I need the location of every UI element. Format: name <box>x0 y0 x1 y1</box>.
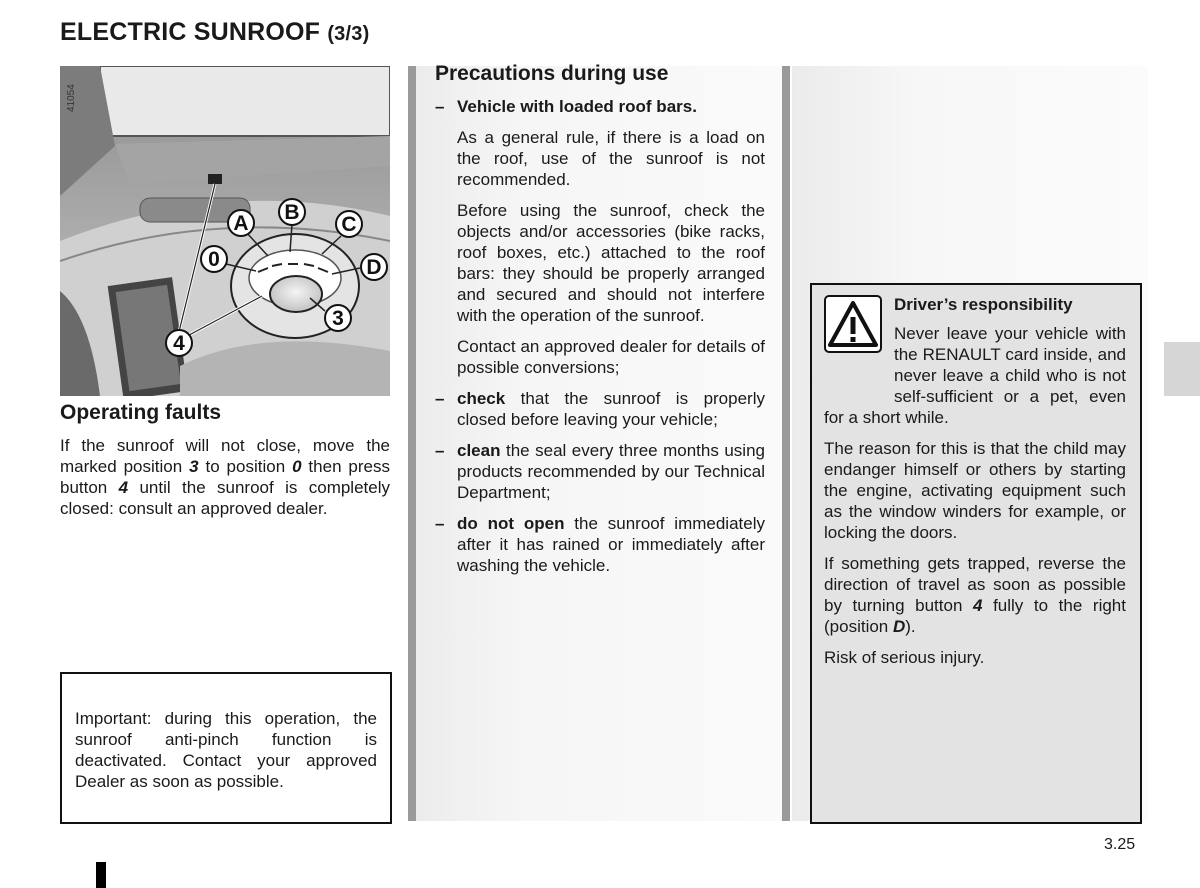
label-4 <box>166 330 192 356</box>
title-part: (3/3) <box>327 23 370 45</box>
warning-heading: Driver’s responsibility <box>894 295 1073 314</box>
list-paragraph: Before using the sunroof, check the objects and/or accessories (bike racks, roof boxes, etc.) attached to the roof bars: they should be properly arranged and secured and should not interfere with the operation of the sunroof. <box>457 201 765 325</box>
drivers-responsibility-box <box>810 283 1142 824</box>
warning-paragraph: Risk of serious injury. <box>824 648 985 667</box>
column-divider-right <box>782 66 790 821</box>
svg-text:D: D <box>366 256 382 279</box>
label-D <box>361 254 387 280</box>
list-item: – do not open the sunroof immediately after it has rained or immediately after washing the vehicle. <box>435 514 765 575</box>
operating-faults-paragraph: If the sunroof will not close, move the marked position 3 to position 0 then press button 4 until the sunroof is completely closed: consult an approved dealer. <box>60 436 390 518</box>
sunroof-drawing <box>60 66 390 396</box>
sunroof-control-illustration <box>60 66 390 396</box>
precautions-list <box>435 96 765 586</box>
svg-text:B: B <box>284 201 300 224</box>
list-item: – check that the sunroof is properly closed before leaving your vehicle; <box>435 389 765 429</box>
warning-paragraph: The reason for this is that the child may endanger himself or others by starting the engine, activating equipment such as the window winders for example, or locking the doors. <box>824 439 1126 542</box>
label-C <box>336 211 362 237</box>
warning-paragraph: If something gets trapped, reverse the direction of travel as soon as possible by turning button 4 fully to the right (position D). <box>824 554 1126 636</box>
list-item: – clean the seal every three months using products recommended by our Technical Department; <box>435 441 765 502</box>
label-A <box>228 210 254 236</box>
svg-text:A: A <box>233 212 249 235</box>
svg-text:3: 3 <box>332 307 344 330</box>
precautions-heading: Precautions during use <box>435 62 669 85</box>
label-0 <box>201 246 227 272</box>
figure-number: 41054 <box>66 84 77 112</box>
svg-text:4: 4 <box>173 332 185 355</box>
chapter-tab <box>1164 342 1200 396</box>
warning-paragraph: Never leave your vehicle with the RENAULT card inside, and never leave a child who is not self-sufficient or a pet, even for a short while. <box>824 324 1126 427</box>
label-B <box>279 199 305 225</box>
crop-mark <box>96 862 106 888</box>
label-3 <box>325 305 351 331</box>
svg-text:C: C <box>341 213 357 236</box>
important-note-text: Important: during this operation, the sunroof anti-pinch function is deactivated. Contact your approved Dealer as soon as possible. <box>75 709 377 791</box>
svg-text:0: 0 <box>208 248 220 271</box>
warning-text <box>824 323 1126 668</box>
list-paragraph: Contact an approved dealer for details of possible conversions; <box>457 337 765 377</box>
column-divider-left <box>408 66 416 821</box>
important-note-box <box>60 672 392 824</box>
title-text: ELECTRIC SUNROOF <box>60 18 321 46</box>
operating-faults-heading: Operating faults <box>60 401 222 424</box>
list-paragraph: As a general rule, if there is a load on the roof, use of the sunroof is not recommended. <box>457 128 765 189</box>
page-number: 3.25 <box>1104 836 1136 853</box>
page-title <box>60 18 369 47</box>
list-item: – Vehicle with loaded roof bars. <box>435 97 697 116</box>
